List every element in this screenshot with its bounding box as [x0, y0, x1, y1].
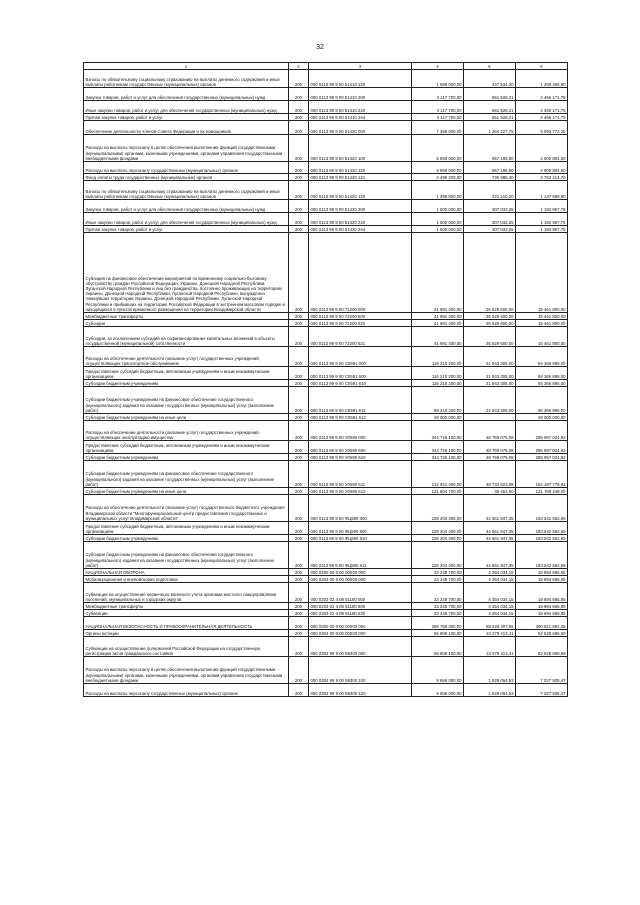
row-line-code: 200	[289, 414, 309, 421]
row-description: Расходы на обеспечение деятельности (оказание услуг) государственного бюджетного учреждения Владимирской области "Многофункциональный центр предоставления государственных и муниципальных услуг Владимирской области"	[84, 495, 289, 522]
row-approved-amount: 228 204 400,00	[412, 542, 464, 569]
row-budget-classification-code: 000 0113 99 9 00 51420 240	[309, 213, 412, 226]
row-description: Закупка товаров, работ и услуг для обеспечения государственных (муниципальных) нужд	[84, 200, 289, 213]
table-row	[84, 135, 568, 162]
table-row	[84, 200, 568, 213]
row-line-code: 200	[289, 488, 309, 495]
row-unexecuted-amount: 7 027 935,47	[516, 684, 568, 697]
row-unexecuted-amount: 15 461 800,00	[516, 327, 568, 347]
row-description: НАЦИОНАЛЬНАЯ ОБОРОНА	[84, 569, 289, 576]
table-row	[84, 226, 568, 233]
row-executed-amount: 26 529 600,00	[464, 320, 516, 327]
row-unexecuted-amount: 94 366 895,00	[516, 347, 568, 367]
row-unexecuted-amount: 2 466 171,79	[516, 101, 568, 114]
row-approved-amount: 358 750 300,00	[412, 617, 464, 630]
row-line-code: 200	[289, 174, 309, 181]
row-approved-amount: 7 358 000,00	[412, 121, 464, 135]
row-line-code: 200	[289, 313, 309, 320]
row-unexecuted-amount: 18 894 665,85	[516, 576, 568, 583]
table-row	[84, 88, 568, 101]
row-budget-classification-code: 000 0113 99 9 00 51420 100	[309, 135, 412, 162]
row-budget-classification-code: 000 0113 99 9 00 С0591 600	[309, 367, 412, 380]
row-unexecuted-amount: 1 250 465,80	[516, 70, 568, 88]
row-line-code: 200	[289, 630, 309, 637]
row-executed-amount: 44 661 847,35	[464, 542, 516, 569]
row-description: Субсидии	[84, 320, 289, 327]
row-budget-classification-code: 000 0113 99 9 00 51420 129	[309, 181, 412, 200]
row-approved-amount: 1 500 000,00	[412, 200, 464, 213]
row-executed-amount: 307 032,25	[464, 226, 516, 233]
table-row	[84, 114, 568, 121]
row-description: Фонд оплаты труда государственных (муниципальных) органов	[84, 174, 289, 181]
row-executed-amount: 48 769 075,08	[464, 454, 516, 461]
row-executed-amount: 307 032,25	[464, 213, 516, 226]
row-description: Иные закупки товаров, работ и услуг для обеспечения государственных (муниципальных) нужд	[84, 101, 289, 114]
row-budget-classification-code: 000 0113 99 9 00 С0591 610	[309, 380, 412, 387]
row-budget-classification-code: 000 0304 99 9 00 59300 000	[309, 637, 412, 657]
row-executed-amount: 957 195,50	[464, 162, 516, 174]
row-unexecuted-amount: 183 542 552,65	[516, 522, 568, 535]
row-description: НАЦИОНАЛЬНАЯ БЕЗОПАСНОСТЬ И ПРАВООХРАНИТЕЛЬНАЯ ДЕЯТЕЛЬНОСТЬ	[84, 617, 289, 630]
table-row	[84, 233, 568, 313]
row-budget-classification-code: 000 0304 00 0 00 00000 000	[309, 630, 412, 637]
row-description: Взносы по обязательному социальному страхованию на выплаты денежного содержания и иные выплаты работникам государственных (муниципальных) органов	[84, 181, 289, 200]
row-unexecuted-amount: 52 528 686,59	[516, 637, 568, 657]
row-budget-classification-code: 000 0113 99 9 00 51420 000	[309, 121, 412, 135]
row-budget-classification-code: 000 0113 99 9 00 У0590 600	[309, 441, 412, 454]
row-approved-amount: 131 804 700,00	[412, 488, 464, 495]
table-row	[84, 495, 568, 522]
column-header: 5	[464, 63, 516, 70]
table-row	[84, 162, 568, 174]
row-budget-classification-code: 000 0113 99 9 00 72200 521	[309, 327, 412, 347]
row-unexecuted-amount: 300 521 892,35	[516, 617, 568, 630]
row-executed-amount: 651 528,21	[464, 101, 516, 114]
row-unexecuted-amount: 18 894 665,85	[516, 603, 568, 610]
row-approved-amount: 8 656 000,00	[412, 657, 464, 684]
row-approved-amount: 4 499 200,00	[412, 174, 464, 181]
row-budget-classification-code: 000 0113 99 9 00 У0590 000	[309, 421, 412, 441]
row-approved-amount: 65 808 100,00	[412, 637, 464, 657]
row-budget-classification-code: 000 0113 99 9 00 51420 200	[309, 200, 412, 213]
row-budget-classification-code: 000 0113 99 9 00 72200 500	[309, 313, 412, 320]
row-budget-classification-code: 000 0113 99 9 00 72200 000	[309, 233, 412, 313]
row-executed-amount: 651 528,21	[464, 88, 516, 101]
row-unexecuted-amount: 15 461 800,00	[516, 320, 568, 327]
column-number-row	[84, 63, 568, 70]
table-row	[84, 181, 568, 200]
row-executed-amount: 1 628 064,53	[464, 684, 516, 697]
row-executed-amount: 4 354 034,15	[464, 603, 516, 610]
row-unexecuted-amount: 28 000 000,00	[516, 414, 568, 421]
row-description: Субвенции	[84, 610, 289, 617]
row-unexecuted-amount: 295 957 024,92	[516, 441, 568, 454]
row-unexecuted-amount: 3 763 214,70	[516, 174, 568, 181]
table-row	[84, 535, 568, 542]
row-budget-classification-code: 000 0203 02 4 08 51180 530	[309, 610, 412, 617]
row-description: Субсидии бюджетным учреждениям	[84, 380, 289, 387]
row-budget-classification-code: 000 0113 99 9 00 51410 240	[309, 101, 412, 114]
row-line-code: 200	[289, 603, 309, 610]
row-budget-classification-code: 000 0113 99 9 00 У0590 610	[309, 454, 412, 461]
row-description: Субсидия на финансовое обеспечение мероприятий по временному социально-бытовому обустройству граждан Российской Федерации, Украины, Донецкой Народной Республики, Луганской Народной Республики и лиц без гражданства, постоянно проживающих на территориях Украины, Донецкой Народной Республики, Луганской Народной Республики, вынужденно покинувших территории Украины, Донецкой Народной Республики, Луганской Народной Республики и прибывших на территорию Российской Федерации в экстренном массовом порядке и находящихся в пунктах временного размещения на территории Владимирской области	[84, 233, 289, 313]
row-unexecuted-amount: 15 461 800,00	[516, 313, 568, 320]
row-unexecuted-amount: 1 192 967,75	[516, 226, 568, 233]
row-approved-amount: 41 991 400,00	[412, 327, 464, 347]
row-description: Взносы по обязательному социальному страхованию на выплаты денежного содержания и иные выплаты работникам государственных (муниципальных) органов	[84, 70, 289, 88]
row-line-code: 200	[289, 200, 309, 213]
row-description: Прочая закупка товаров, работ и услуг	[84, 226, 289, 233]
row-line-code: 200	[289, 70, 309, 88]
row-line-code: 200	[289, 226, 309, 233]
row-budget-classification-code: 000 0200 00 0 00 00000 000	[309, 569, 412, 576]
column-header: 3	[309, 63, 412, 70]
row-line-code: 200	[289, 617, 309, 630]
row-approved-amount: 5 858 000,00	[412, 135, 464, 162]
column-header: 6	[516, 63, 568, 70]
row-approved-amount: 116 210 200,00	[412, 367, 464, 380]
row-executed-amount: 44 661 847,35	[464, 522, 516, 535]
row-executed-amount: 735 985,30	[464, 174, 516, 181]
row-budget-classification-code: 000 0304 99 9 00 59300 100	[309, 657, 412, 684]
row-budget-classification-code: 000 0113 99 9 00 51410 244	[309, 114, 412, 121]
row-description: Органы юстиции	[84, 630, 289, 637]
column-header: 2	[289, 63, 309, 70]
row-executed-amount: 21 843 305,00	[464, 380, 516, 387]
row-executed-amount: 651 528,21	[464, 114, 516, 121]
row-executed-amount: 4 354 034,15	[464, 569, 516, 576]
row-approved-amount: 228 204 400,00	[412, 522, 464, 535]
row-executed-amount: 48 769 075,08	[464, 421, 516, 441]
row-budget-classification-code: 000 0300 00 0 00 00000 000	[309, 617, 412, 630]
row-approved-amount: 23 248 700,00	[412, 610, 464, 617]
row-description: Субсидии бюджетным учреждениям	[84, 454, 289, 461]
page-number: 32	[316, 44, 324, 51]
table-row	[84, 637, 568, 657]
row-approved-amount: 116 210 200,00	[412, 347, 464, 367]
row-approved-amount: 116 210 200,00	[412, 380, 464, 387]
table-row	[84, 454, 568, 461]
row-unexecuted-amount: 1 192 967,75	[516, 200, 568, 213]
row-approved-amount: 5 858 000,00	[412, 162, 464, 174]
row-executed-amount: 21 843 305,00	[464, 347, 516, 367]
row-unexecuted-amount: 6 093 772,25	[516, 121, 568, 135]
row-line-code: 200	[289, 684, 309, 697]
row-unexecuted-amount: 52 528 686,59	[516, 630, 568, 637]
row-unexecuted-amount: 18 894 665,85	[516, 610, 568, 617]
row-approved-amount: 212 921 400,00	[412, 461, 464, 488]
table-row	[84, 421, 568, 441]
row-budget-classification-code: 000 0113 99 9 00 ФЦ590 611	[309, 542, 412, 569]
row-approved-amount: 41 991 400,00	[412, 313, 464, 320]
row-approved-amount: 8 656 000,00	[412, 684, 464, 697]
row-approved-amount: 228 204 400,00	[412, 535, 464, 542]
row-executed-amount: 35 452,00	[464, 488, 516, 495]
row-budget-classification-code: 000 0113 99 9 00 С0591 612	[309, 414, 412, 421]
row-budget-classification-code: 000 0113 99 9 00 У0590 612	[309, 488, 412, 495]
row-budget-classification-code: 000 0113 99 9 00 51410 129	[309, 70, 412, 88]
row-approved-amount: 1 500 000,00	[412, 213, 464, 226]
row-approved-amount: 228 204 400,00	[412, 495, 464, 522]
row-executed-amount: 26 529 600,00	[464, 313, 516, 320]
row-description: Субсидии бюджетным учреждениям на финансовое обеспечение государственного (муниципального) задания на оказание государственных (муниципальных) услуг (выполнение работ)	[84, 387, 289, 414]
table-row	[84, 583, 568, 603]
row-budget-classification-code: 000 0113 99 9 00 51420 244	[309, 226, 412, 233]
row-budget-classification-code: 000 0113 99 9 00 51420 120	[309, 162, 412, 174]
row-budget-classification-code: 000 0113 99 9 00 51420 121	[309, 174, 412, 181]
row-executed-amount: 1 628 064,53	[464, 657, 516, 684]
row-description: Закупка товаров, работ и услуг для обеспечения государственных (муниципальных) нужд	[84, 88, 289, 101]
row-budget-classification-code: 000 0113 99 9 00 ФЦ590 000	[309, 495, 412, 522]
row-description: Расходы на обеспечение деятельности (оказание услуг) государственных учреждений, осуществляющих транспортное обслуживание	[84, 347, 289, 367]
row-line-code: 200	[289, 101, 309, 114]
row-budget-classification-code: 000 0203 02 4 08 51180 500	[309, 603, 412, 610]
row-line-code: 200	[289, 233, 309, 313]
row-unexecuted-amount: 66 366 895,00	[516, 387, 568, 414]
row-description: Межбюджетные трансферты	[84, 603, 289, 610]
row-budget-classification-code: 000 0113 99 9 00 ФЦ590 600	[309, 522, 412, 535]
table-row	[84, 414, 568, 421]
row-description: Субсидии, за исключением субсидий на софинансирование капитальных вложений в объекты государственной (муниципальной) собственности	[84, 327, 289, 347]
row-line-code: 200	[289, 576, 309, 583]
row-unexecuted-amount: 295 957 024,92	[516, 454, 568, 461]
row-line-code: 200	[289, 135, 309, 162]
row-approved-amount: 65 808 100,00	[412, 630, 464, 637]
table-row	[84, 684, 568, 697]
table-row	[84, 327, 568, 347]
row-line-code: 200	[289, 441, 309, 454]
row-approved-amount: 28 000 000,00	[412, 414, 464, 421]
row-description: Субсидии бюджетным учреждениям на иные цели	[84, 414, 289, 421]
row-description: Мобилизационная и вневойсковая подготовка	[84, 576, 289, 583]
row-description: Межбюджетные трансферты	[84, 313, 289, 320]
row-unexecuted-amount: 7 027 935,47	[516, 657, 568, 684]
row-budget-classification-code: 000 0113 99 9 00 51410 200	[309, 88, 412, 101]
row-approved-amount: 41 991 400,00	[412, 320, 464, 327]
row-line-code: 200	[289, 657, 309, 684]
row-description: Обеспечение деятельности членов Совета Федерации и их помощников	[84, 121, 289, 135]
row-line-code: 200	[289, 495, 309, 522]
budget-execution-table	[83, 62, 568, 697]
row-approved-amount: 23 248 700,00	[412, 576, 464, 583]
row-unexecuted-amount: 183 542 552,65	[516, 542, 568, 569]
row-executed-amount: 26 529 600,00	[464, 327, 516, 347]
table-row	[84, 603, 568, 610]
row-description: Субсидии бюджетным учреждениям	[84, 535, 289, 542]
row-line-code: 200	[289, 569, 309, 576]
row-executed-amount: -	[464, 414, 516, 421]
table-row	[84, 461, 568, 488]
row-line-code: 200	[289, 535, 309, 542]
row-unexecuted-amount: 1 192 967,75	[516, 213, 568, 226]
row-executed-amount: 447 534,20	[464, 70, 516, 88]
row-approved-amount: 344 726 100,00	[412, 454, 464, 461]
row-description: Расходы на выплаты персоналу в целях обеспечения выполнения функций государственными (муниципальными) органами, казенными учреждениями, органами управления государственными внебюджетными фондами	[84, 135, 289, 162]
row-description: Субсидии бюджетным учреждениям на финансовое обеспечение государственного (муниципального) задания на оказание государственных (муниципальных) услуг (выполнение работ)	[84, 461, 289, 488]
table-row	[84, 617, 568, 630]
row-line-code: 200	[289, 367, 309, 380]
row-executed-amount: 13 279 413,41	[464, 630, 516, 637]
row-executed-amount: 26 529 600,00	[464, 233, 516, 313]
row-unexecuted-amount: 183 542 552,65	[516, 495, 568, 522]
row-description: Субсидии бюджетным учреждениям на финансовое обеспечение государственного (муниципального) задания на оказание государственных (муниципальных) услуг (выполнение работ)	[84, 542, 289, 569]
row-executed-amount: 4 354 034,15	[464, 576, 516, 583]
table-row	[84, 320, 568, 327]
row-executed-amount: 58 228 407,65	[464, 617, 516, 630]
row-approved-amount: 23 248 700,00	[412, 603, 464, 610]
table-row	[84, 101, 568, 114]
row-executed-amount: 957 195,50	[464, 135, 516, 162]
row-unexecuted-amount: 4 900 804,50	[516, 162, 568, 174]
column-header: 4	[412, 63, 464, 70]
row-line-code: 200	[289, 181, 309, 200]
row-line-code: 200	[289, 327, 309, 347]
row-line-code: 200	[289, 637, 309, 657]
row-description: Субвенции на осуществление первичного воинского учета органами местного самоуправления поселений, муниципальных и городских округов	[84, 583, 289, 603]
table-row	[84, 347, 568, 367]
row-unexecuted-amount: 2 466 171,79	[516, 114, 568, 121]
row-budget-classification-code: 000 0113 99 9 00 С0591 000	[309, 347, 412, 367]
column-header: 1	[84, 63, 289, 70]
row-approved-amount: 1 358 800,00	[412, 181, 464, 200]
row-executed-amount: 48 733 623,08	[464, 461, 516, 488]
row-line-code: 200	[289, 213, 309, 226]
row-description: Расходы на обеспечение деятельности (оказание услуг) государственных учреждений, осуществляющих эксплуатацию имущества	[84, 421, 289, 441]
table-row	[84, 387, 568, 414]
table-row	[84, 542, 568, 569]
row-line-code: 200	[289, 387, 309, 414]
row-line-code: 200	[289, 162, 309, 174]
row-budget-classification-code: 000 0304 99 9 00 59300 120	[309, 684, 412, 697]
row-line-code: 200	[289, 121, 309, 135]
table-row	[84, 174, 568, 181]
row-line-code: 200	[289, 88, 309, 101]
row-approved-amount: 1 500 000,00	[412, 226, 464, 233]
row-approved-amount: 344 726 100,00	[412, 441, 464, 454]
row-executed-amount: 4 354 034,15	[464, 583, 516, 603]
table-row	[84, 70, 568, 88]
row-unexecuted-amount: 4 900 804,50	[516, 135, 568, 162]
row-executed-amount: 4 354 034,15	[464, 610, 516, 617]
table-row	[84, 367, 568, 380]
row-budget-classification-code: 000 0113 99 9 00 ФЦ590 610	[309, 535, 412, 542]
row-line-code: 200	[289, 320, 309, 327]
row-executed-amount: 307 032,25	[464, 200, 516, 213]
row-approved-amount: 3 117 700,00	[412, 114, 464, 121]
table-body	[84, 70, 568, 697]
row-executed-amount: 44 661 847,35	[464, 535, 516, 542]
row-executed-amount: 1 264 227,75	[464, 121, 516, 135]
row-executed-amount: 13 279 413,41	[464, 637, 516, 657]
row-line-code: 200	[289, 380, 309, 387]
row-line-code: 200	[289, 421, 309, 441]
row-executed-amount: 21 843 305,00	[464, 387, 516, 414]
table-row	[84, 569, 568, 576]
row-executed-amount: 221 210,20	[464, 181, 516, 200]
table-row	[84, 488, 568, 495]
row-unexecuted-amount: 94 366 895,00	[516, 380, 568, 387]
table-row	[84, 522, 568, 535]
row-description: Расходы на выплаты персоналу в целях обеспечения выполнения функций государственными (муниципальными) органами, казенными учреждениями, органами управления государственными внебюджетными фондами	[84, 657, 289, 684]
row-approved-amount: 3 117 700,00	[412, 101, 464, 114]
table-row	[84, 213, 568, 226]
row-executed-amount: 21 843 305,00	[464, 367, 516, 380]
row-line-code: 200	[289, 583, 309, 603]
row-line-code: 200	[289, 610, 309, 617]
row-description: Предоставление субсидий бюджетным, автономным учреждениям и иным некоммерческим организациям	[84, 522, 289, 535]
row-unexecuted-amount: 164 187 776,92	[516, 461, 568, 488]
row-description: Расходы на выплаты персоналу государственных (муниципальных) органов	[84, 162, 289, 174]
row-description: Предоставление субсидий бюджетным, автономным учреждениям и иным некоммерческим организациям	[84, 441, 289, 454]
row-approved-amount: 23 248 700,00	[412, 583, 464, 603]
row-unexecuted-amount: 18 894 665,85	[516, 583, 568, 603]
row-approved-amount: 1 698 000,00	[412, 70, 464, 88]
row-budget-classification-code: 000 0113 99 9 00 72200 520	[309, 320, 412, 327]
row-budget-classification-code: 000 0203 00 0 00 00000 000	[309, 576, 412, 583]
row-description: Субсидии бюджетным учреждениям на иные цели	[84, 488, 289, 495]
row-executed-amount: 44 661 847,35	[464, 495, 516, 522]
row-approved-amount: 88 210 200,00	[412, 387, 464, 414]
row-line-code: 200	[289, 522, 309, 535]
row-budget-classification-code: 000 0203 02 4 08 51180 000	[309, 583, 412, 603]
row-line-code: 200	[289, 542, 309, 569]
row-line-code: 200	[289, 347, 309, 367]
row-unexecuted-amount: 295 957 024,92	[516, 421, 568, 441]
row-unexecuted-amount: 131 769 248,00	[516, 488, 568, 495]
row-line-code: 200	[289, 114, 309, 121]
row-approved-amount: 3 117 700,00	[412, 88, 464, 101]
row-unexecuted-amount: 2 466 171,79	[516, 88, 568, 101]
table-row	[84, 657, 568, 684]
row-unexecuted-amount: 183 542 552,65	[516, 535, 568, 542]
row-approved-amount: 41 991 400,00	[412, 233, 464, 313]
row-unexecuted-amount: 15 461 800,00	[516, 233, 568, 313]
row-line-code: 200	[289, 454, 309, 461]
row-description: Субвенции на осуществление полномочий Российской Федерации на государственную регистрацию актов гражданского состояния	[84, 637, 289, 657]
row-approved-amount: 344 726 100,00	[412, 421, 464, 441]
row-budget-classification-code: 000 0113 99 9 00 С0591 611	[309, 387, 412, 414]
table-row	[84, 630, 568, 637]
row-budget-classification-code: 000 0113 99 9 00 У0590 611	[309, 461, 412, 488]
row-description: Прочая закупка товаров, работ и услуг	[84, 114, 289, 121]
table-row	[84, 121, 568, 135]
row-description: Расходы на выплаты персоналу государственных (муниципальных) органов	[84, 684, 289, 697]
table-row	[84, 576, 568, 583]
row-description: Иные закупки товаров, работ и услуг для обеспечения государственных (муниципальных) нужд	[84, 213, 289, 226]
table-row	[84, 610, 568, 617]
row-unexecuted-amount: 1 137 589,80	[516, 181, 568, 200]
row-unexecuted-amount: 94 366 895,00	[516, 367, 568, 380]
table-row	[84, 380, 568, 387]
row-executed-amount: 48 769 075,08	[464, 441, 516, 454]
table-row	[84, 313, 568, 320]
row-line-code: 200	[289, 461, 309, 488]
row-unexecuted-amount: 18 894 665,85	[516, 569, 568, 576]
row-approved-amount: 23 248 700,00	[412, 569, 464, 576]
table-row	[84, 441, 568, 454]
row-description: Предоставление субсидий бюджетным, автономным учреждениям и иным некоммерческим организациям	[84, 367, 289, 380]
